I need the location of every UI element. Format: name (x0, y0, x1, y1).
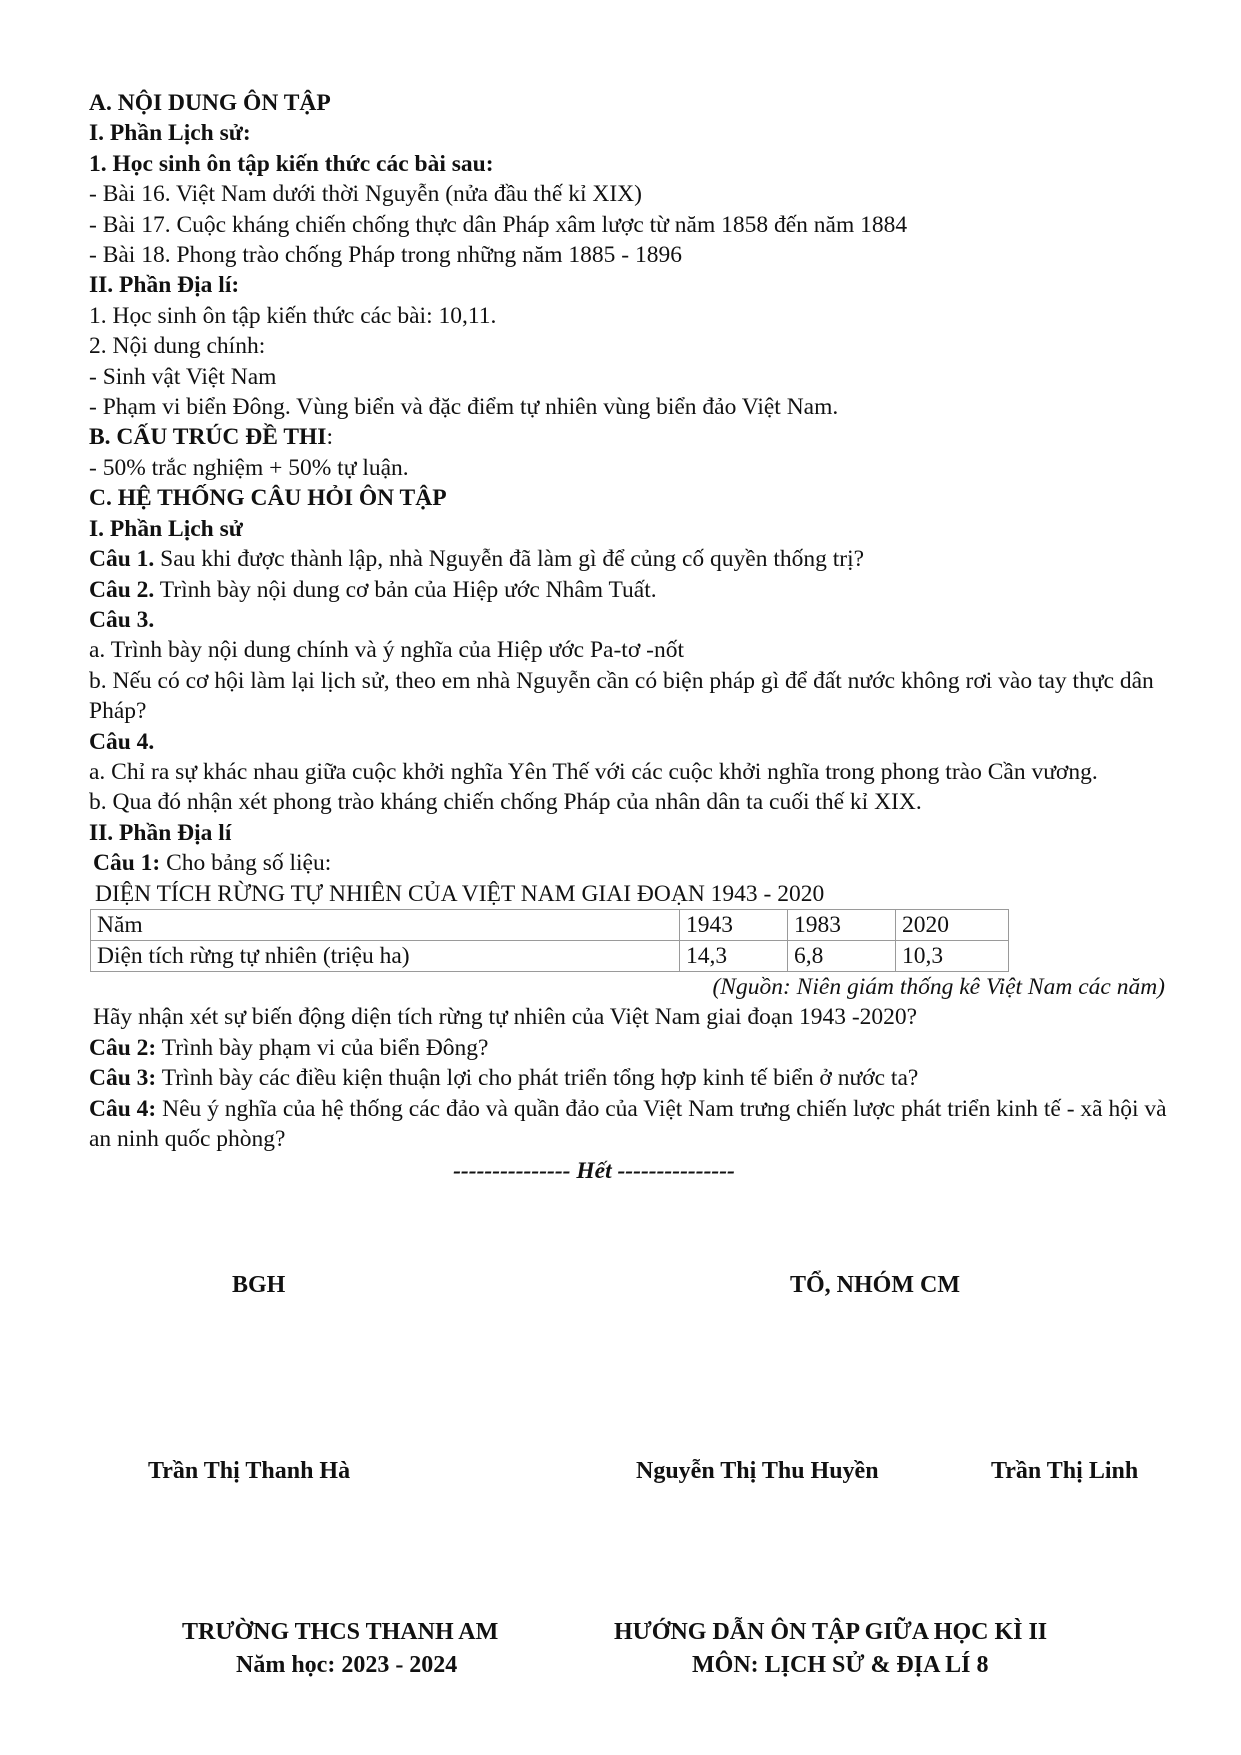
question-3b: b. Nếu có cơ hội làm lại lịch sử, theo em nhà Nguyễn cần có biện pháp gì để đất nước không rơi vào tay thực dân Pháp? (89, 667, 1154, 725)
document-body (89, 88, 1179, 1187)
lesson-item: - Bài 18. Phong trào chống Pháp trong những năm 1885 - 1896 (89, 242, 682, 269)
table-cell: 14,3 (680, 940, 788, 971)
signer-name-middle: Nguyễn Thị Thu Huyền (636, 1458, 879, 1484)
history-part-heading: I. Phần Lịch sử: (89, 120, 251, 147)
signer-name-left: Trần Thị Thanh Hà (148, 1458, 351, 1484)
table-cell: Diện tích rừng tự nhiên (triệu ha) (91, 940, 680, 971)
signature-title-right: TỔ, NHÓM CM (790, 1272, 960, 1298)
geo-question-4: Câu 4: Nêu ý nghĩa của hệ thống các đảo và quần đảo của Việt Nam trưng chiến lược phát triển kinh tế - xã hội và an ninh quốc phòng? (89, 1095, 1167, 1152)
table-cell: 2020 (896, 909, 1009, 940)
geo-line: - Sinh vật Việt Nam (89, 363, 277, 390)
question-2: Câu 2. Trình bày nội dung cơ bản của Hiệp ước Nhâm Tuất. (89, 576, 657, 603)
table-cell: 10,3 (896, 940, 1009, 971)
section-c-heading: C. HỆ THỐNG CÂU HỎI ÔN TẬP (89, 485, 447, 512)
geo-question-1-prompt: Hãy nhận xét sự biến động diện tích rừng tự nhiên của Việt Nam giai đoạn 1943 -2020? (93, 1004, 918, 1031)
geo-line: 1. Học sinh ôn tập kiến thức các bài: 10,11. (89, 302, 497, 329)
table-row (91, 909, 1009, 940)
history-questions-heading: I. Phần Lịch sử (89, 515, 243, 542)
signer-name-right: Trần Thị Linh (991, 1458, 1139, 1484)
school-year: Năm học: 2023 - 2024 (236, 1652, 458, 1678)
question-4b: b. Qua đó nhận xét phong trào kháng chiến chống Pháp của nhân dân ta cuối thế kỉ XIX. (89, 789, 922, 816)
subject-title: MÔN: LỊCH SỬ & ĐỊA LÍ 8 (692, 1652, 989, 1678)
geo-questions-heading: II. Phần Địa lí (89, 819, 232, 846)
lesson-item: - Bài 17. Cuộc kháng chiến chống thực dân Pháp xâm lược từ năm 1858 đến năm 1884 (89, 211, 908, 238)
end-mark: --------------- Hết --------------- (453, 1158, 735, 1185)
forest-area-table (90, 909, 1009, 972)
question-4a: a. Chỉ ra sự khác nhau giữa cuộc khởi nghĩa Yên Thế với các cuộc khởi nghĩa trong phong trào Cần vương. (89, 758, 1098, 785)
question-4-label: Câu 4. (89, 728, 155, 755)
section-a-heading: A. NỘI DUNG ÔN TẬP (89, 90, 331, 116)
geo-question-2: Câu 2: Trình bày phạm vi của biển Đông? (89, 1034, 489, 1061)
table-row (91, 940, 1009, 971)
geo-question-1: Câu 1: Cho bảng số liệu: (93, 850, 332, 877)
table-cell: Năm (91, 909, 680, 940)
question-1: Câu 1. Sau khi được thành lập, nhà Nguyễn đã làm gì để củng cố quyền thống trị? (89, 546, 865, 573)
geo-line: - Phạm vi biển Đông. Vùng biển và đặc điểm tự nhiên vùng biển đảo Việt Nam. (89, 394, 839, 421)
history-lessons-intro: 1. Học sinh ôn tập kiến thức các bài sau: (89, 150, 494, 177)
table-cell: 6,8 (788, 940, 896, 971)
geo-part-heading: II. Phần Địa lí: (89, 272, 240, 299)
table-cell: 1943 (680, 909, 788, 940)
document-title: HƯỚNG DẪN ÔN TẬP GIỮA HỌC KÌ II (614, 1619, 1048, 1645)
table-title: DIỆN TÍCH RỪNG TỰ NHIÊN CỦA VIỆT NAM GIAI ĐOẠN 1943 - 2020 (95, 880, 825, 907)
geo-question-3: Câu 3: Trình bày các điều kiện thuận lợi cho phát triển tổng hợp kinh tế biển ở nước ta? (89, 1065, 919, 1092)
school-name: TRƯỜNG THCS THANH AM (182, 1619, 499, 1645)
table-source: (Nguồn: Niên giám thống kê Việt Nam các năm) (712, 973, 1165, 1000)
lesson-item: - Bài 16. Việt Nam dưới thời Nguyễn (nửa đầu thế kỉ XIX) (89, 181, 642, 208)
geo-line: 2. Nội dung chính: (89, 333, 266, 360)
signature-title-left: BGH (232, 1272, 286, 1298)
question-3a: a. Trình bày nội dung chính và ý nghĩa của Hiệp ước Pa-tơ -nốt (89, 637, 684, 664)
table-cell: 1983 (788, 909, 896, 940)
question-3-label: Câu 3. (89, 606, 155, 633)
exam-structure: - 50% trắc nghiệm + 50% tự luận. (89, 454, 409, 481)
section-b-heading: B. CẤU TRÚC ĐỀ THI: (89, 424, 333, 451)
